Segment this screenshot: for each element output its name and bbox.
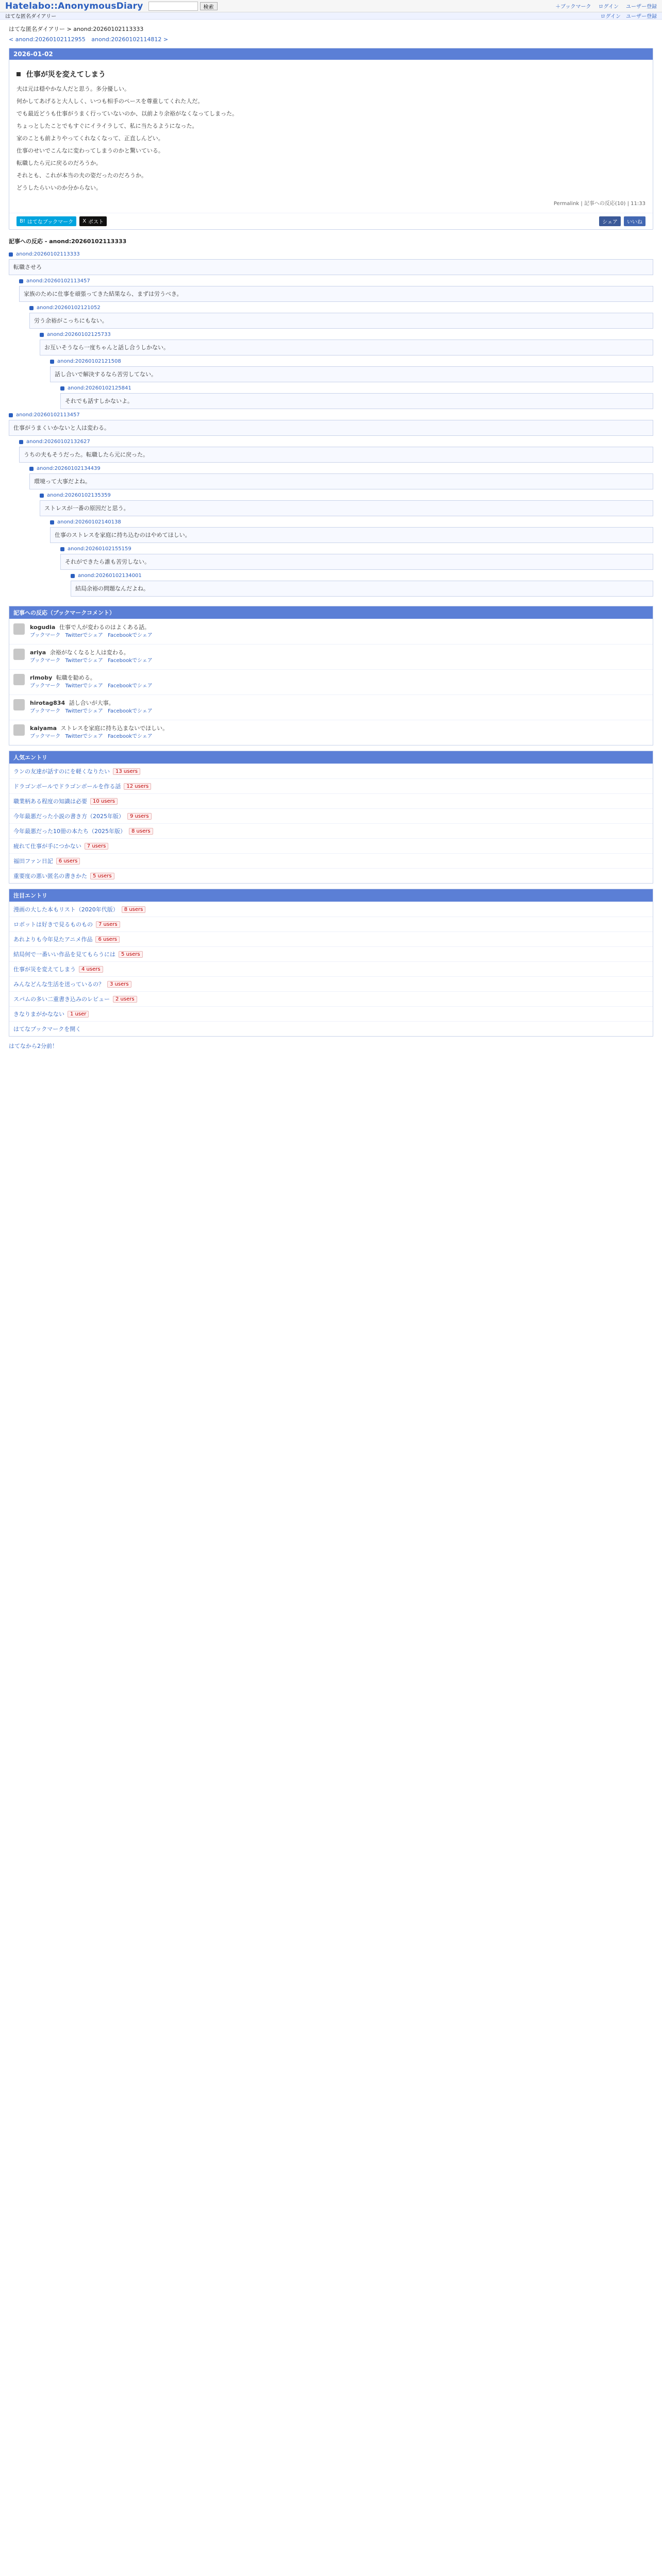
bookmark-comment (30, 699, 156, 716)
bookmark-comment (30, 724, 168, 741)
popular-count-badge: 5 users (90, 873, 114, 879)
recent-item[interactable] (9, 946, 653, 961)
recent-count-badge: 2 users (113, 996, 137, 1003)
entry-title (16, 69, 646, 79)
response-bullet-icon (71, 574, 75, 578)
response-text: 結局余裕の問題なんだよね。 (71, 581, 653, 597)
entry-card (9, 48, 653, 230)
response-item (60, 385, 653, 409)
popular-count-badge: 12 users (124, 783, 151, 790)
response-bullet-icon (50, 520, 54, 524)
response-link[interactable]: anond:20260102113333 (16, 251, 80, 257)
response-bullet-icon (29, 467, 34, 471)
response-item (71, 573, 653, 597)
recent-item-label: はてなブックマークを開く (13, 1026, 81, 1032)
bookmark-item (9, 644, 653, 669)
x-post-button[interactable] (79, 216, 107, 226)
popular-item[interactable] (9, 823, 653, 838)
response-bullet-icon (50, 360, 54, 364)
entry-body (9, 60, 653, 213)
recent-title: 注目エントリ (9, 889, 653, 902)
breadcrumb[interactable]: はてな匿名ダイアリー > anond:20260102113333 (9, 26, 144, 32)
bookmark-links (30, 733, 168, 741)
entry-date: 2026-01-02 (9, 48, 653, 60)
recent-item[interactable] (9, 976, 653, 991)
response-text: 仕事がうまくいかないと人は変わる。 (9, 420, 653, 436)
subbar-right (601, 12, 657, 20)
recent-item[interactable] (9, 931, 653, 946)
entry-paragraph: 何かしてあげると大人しく、いつも相手のペースを尊重してくれた人だ。 (16, 98, 204, 105)
popular-item-label: 職業柄ある程度の知識は必要 (13, 798, 87, 805)
prev-entry-link[interactable]: < anond:20260102112955 (9, 36, 86, 43)
signup-link[interactable]: ユーザー登録 (626, 4, 657, 10)
entry-paragraph: どうしたらいいのか分からない。 (16, 184, 102, 191)
entry-paragraph: ちょっとしたことでもすぐにイライラして、私に当たるようになった。 (16, 123, 198, 129)
recent-item-label: ロボットは好きで見るものもの (13, 921, 93, 928)
response-bullet-icon (9, 252, 13, 257)
response-item (9, 251, 653, 275)
response-head (71, 573, 653, 579)
bookmark-text: 余裕がなくなると人は変わる。 (49, 649, 129, 656)
avatar[interactable] (13, 699, 25, 710)
response-item (19, 439, 653, 463)
response-link[interactable]: anond:20260102121052 (37, 305, 101, 311)
x-post-label: ポスト (88, 219, 104, 225)
bookmark-item (9, 619, 653, 644)
hatena-icon: B! (20, 218, 25, 224)
bookmark-item (9, 669, 653, 694)
pagination (9, 36, 653, 43)
recent-count-badge: 8 users (122, 906, 146, 913)
search-button[interactable]: 検索 (200, 2, 218, 10)
recent-item-label: 仕事が災を変えてしまう (13, 966, 76, 973)
popular-item[interactable] (9, 793, 653, 808)
response-head (29, 305, 653, 311)
response-item (60, 546, 653, 570)
bookmark-links (30, 632, 156, 640)
bookmark-title: 記事への反応（ブックマークコメント） (9, 606, 653, 619)
popular-item[interactable] (9, 853, 653, 868)
responses-title: 記事への反応 - anond:20260102113333 (9, 238, 127, 245)
entry-paragraph: でも最近どうも仕事がうまく行っていないのか、以前より余裕がなくなってしまった。 (16, 110, 238, 117)
entry-meta[interactable]: Permalink | 記事への反応(10) | 11:33 (553, 201, 646, 207)
avatar[interactable] (13, 623, 25, 635)
bookmark-text: ストレスを家庭に持ち込まないでほしい。 (60, 725, 169, 732)
popular-count-badge: 8 users (129, 828, 153, 835)
share-left (16, 216, 107, 226)
response-text: 話し合いで解決するなら苦労してない。 (50, 366, 653, 382)
recent-item[interactable] (9, 1006, 653, 1021)
popular-item-label: 重要度の悪い匿名の書きかた (13, 873, 87, 879)
share-bar (9, 213, 653, 229)
response-text: うちの夫もそうだった。転職したら元に戻った。 (19, 447, 653, 463)
hatena-bookmark-label: はてなブックマーク (27, 219, 74, 225)
recent-item-label: みんなどんな生活を送っているの？ (13, 981, 104, 988)
bookmark-user[interactable]: kaiyama (30, 725, 57, 732)
facebook-share-link[interactable]: Facebookでシェア (108, 708, 153, 714)
recent-item-label: 結局何で一番いい作品を見てもらうには (13, 951, 115, 958)
response-text: 家族のために仕事を頑張ってきた結果なら、まずは労うべき。 (19, 286, 653, 302)
response-head (9, 251, 653, 257)
response-link[interactable]: anond:20260102134001 (78, 573, 142, 579)
subbar-signup[interactable]: ユーザー登録 (626, 14, 657, 20)
popular-item-label: 今年最悪だった小説の書き方（2025年版） (13, 813, 124, 820)
bookmark-item (9, 694, 653, 720)
entry-paragraph: 夫は元は穏やかな人だと思う。多分優しい。 (16, 86, 130, 92)
login-link[interactable]: ログイン (598, 4, 619, 10)
facebook-share-link[interactable]: Facebookでシェア (108, 683, 153, 689)
response-link[interactable]: anond:20260102140138 (57, 519, 121, 525)
recent-item-label: 漫画の大した本もリスト（2020年代版） (13, 906, 119, 913)
response-bullet-icon (29, 306, 34, 310)
recent-item[interactable] (9, 1021, 653, 1036)
bookmark-comments (9, 606, 653, 745)
entry-title-text: 仕事が災を変えてしまう (26, 71, 106, 79)
popular-item-label: ドラゴンボールでドラゴンボールを作る話 (13, 783, 121, 790)
bookmark-link[interactable]: ブックマーク (30, 683, 61, 689)
response-item (40, 493, 653, 516)
breadcrumb-nav (9, 20, 653, 48)
popular-count-badge: 7 users (85, 843, 109, 850)
response-head (9, 412, 653, 418)
subbar-left[interactable]: はてな匿名ダイアリー (5, 14, 57, 20)
hatena-bookmark-button[interactable] (16, 216, 76, 226)
sub-bar (0, 12, 662, 20)
response-link[interactable]: anond:20260102125733 (47, 332, 111, 337)
response-head (19, 439, 653, 445)
bookmark-links (30, 657, 156, 665)
response-text: 労う余裕がこっちにもない。 (29, 313, 653, 329)
facebook-share-link[interactable]: Facebookでシェア (108, 658, 153, 664)
response-item (40, 332, 653, 355)
response-text: ストレスが一番の原因だと思う。 (40, 500, 653, 516)
popular-item[interactable] (9, 838, 653, 853)
site-logo[interactable]: Hatelabo::AnonymousDiary (5, 1, 143, 11)
response-head (29, 466, 653, 471)
popular-title: 人気エントリ (9, 751, 653, 764)
popular-count-badge: 10 users (90, 798, 118, 805)
bookmark-text: 仕事で人が変わるのはよくある話。 (59, 624, 150, 631)
recent-item[interactable] (9, 917, 653, 931)
bookmark-text: 転職を勧める。 (56, 674, 96, 681)
recent-count-badge: 5 users (119, 951, 143, 958)
bookmark-link[interactable]: ブックマーク (30, 633, 61, 638)
response-link[interactable]: anond:20260102134439 (37, 466, 101, 471)
recent-item[interactable] (9, 991, 653, 1006)
response-item (9, 412, 653, 436)
facebook-share-link[interactable]: Facebookでシェア (108, 734, 153, 739)
bookmark-link[interactable]: ブックマーク (30, 658, 61, 664)
popular-item-label: 福田ファン日記 (13, 858, 53, 865)
response-head (19, 278, 653, 284)
response-bullet-icon (19, 440, 23, 444)
header-links (555, 2, 657, 10)
response-text: それができたら誰も苦労しない。 (60, 554, 653, 570)
twitter-share-link[interactable]: Twitterでシェア (65, 633, 103, 638)
search-input[interactable] (148, 2, 198, 11)
bookmark-links (30, 682, 156, 690)
response-bullet-icon (60, 547, 64, 551)
title-square-icon (16, 72, 21, 76)
twitter-share-link[interactable]: Twitterでシェア (65, 683, 103, 689)
bookmark-user[interactable]: hirotag834 (30, 700, 65, 706)
response-link[interactable]: anond:20260102125841 (68, 385, 131, 391)
response-link[interactable]: anond:20260102113457 (26, 278, 90, 284)
twitter-share-link[interactable]: Twitterでシェア (65, 708, 103, 714)
response-bullet-icon (9, 413, 13, 417)
popular-count-badge: 13 users (113, 768, 140, 775)
response-link[interactable]: anond:20260102135359 (47, 493, 111, 498)
popular-box (9, 751, 653, 884)
response-bullet-icon (40, 333, 44, 337)
response-text: それでも話すしかないよ。 (60, 393, 653, 409)
avatar[interactable] (13, 674, 25, 685)
entry-paragraph: 転職したら元に戻るのだろうか。 (16, 160, 102, 166)
response-bullet-icon (40, 494, 44, 498)
popular-item[interactable] (9, 868, 653, 883)
entry-paragraphs (16, 84, 646, 193)
facebook-share-button[interactable]: シェア (599, 216, 621, 226)
avatar[interactable] (13, 724, 25, 736)
twitter-share-link[interactable]: Twitterでシェア (65, 658, 103, 664)
bookmark-item (9, 720, 653, 745)
next-entry-link[interactable]: anond:20260102114812 > (91, 36, 169, 43)
recent-item[interactable] (9, 902, 653, 917)
recent-item-label: スパムの多い二重書き込みのレビュー (13, 996, 110, 1003)
content-wrap (9, 20, 653, 1050)
popular-item[interactable] (9, 778, 653, 793)
response-head (40, 332, 653, 337)
recent-count-badge: 4 users (79, 966, 103, 973)
entry-paragraph: 家のことも前よりやってくれなくなって、正直しんどい。 (16, 135, 164, 142)
response-head (60, 546, 653, 552)
entry-paragraph: 仕事のせいでこんなに変わってしまうのかと驚いている。 (16, 147, 164, 154)
response-bullet-icon (60, 386, 64, 391)
response-link[interactable]: anond:20260102113457 (16, 412, 80, 418)
popular-item[interactable] (9, 808, 653, 823)
recent-item-label: きなりまがかなない (13, 1011, 64, 1018)
bookmark-comment (30, 674, 156, 690)
bookmark-user[interactable]: rlmoby (30, 674, 53, 681)
popular-item-label: 疲れて仕事が手につかない (13, 843, 81, 850)
response-head (50, 519, 653, 525)
popular-item-label: 今年最悪だった10冊の本たち（2025年版） (13, 828, 126, 835)
more-link[interactable]: はてなから2分前！ (9, 1043, 58, 1049)
response-text: 環境って大事だよね。 (29, 473, 653, 489)
popular-item[interactable] (9, 764, 653, 778)
bookmark-user[interactable]: kogudia (30, 624, 56, 631)
avatar[interactable] (13, 649, 25, 660)
bookmark-link[interactable]: ブックマーク (30, 734, 61, 739)
response-item (29, 466, 653, 489)
facebook-like-button[interactable]: いいね (624, 216, 646, 226)
popular-item-label: ランの友達が話すのにを軽くなりたい (13, 768, 110, 775)
subbar-login[interactable]: ログイン (600, 14, 621, 20)
popular-count-badge: 6 users (56, 858, 80, 865)
response-item (50, 519, 653, 543)
recent-item-label: あれよりも今年見たアニメ作品 (13, 936, 93, 943)
recent-count-badge: 3 users (107, 981, 131, 988)
response-bullet-icon (19, 279, 23, 283)
response-head (50, 359, 653, 364)
response-link[interactable]: anond:20260102155159 (68, 546, 131, 552)
response-text: お互いそうなら一度ちゃんと話し合うしかない。 (40, 340, 653, 355)
entry-paragraph: それとも、これが本当の夫の姿だったのだろうか。 (16, 172, 147, 179)
bookmark-comment (30, 649, 156, 665)
recent-item[interactable] (9, 961, 653, 976)
bookmark-links (30, 707, 156, 716)
response-head (40, 493, 653, 498)
recent-box (9, 889, 653, 1037)
bookmark-comment (30, 623, 156, 640)
recent-count-badge: 1 user (68, 1011, 89, 1018)
popular-count-badge: 9 users (127, 813, 152, 820)
response-link[interactable]: anond:20260102121508 (57, 359, 121, 364)
response-head (60, 385, 653, 391)
recent-count-badge: 7 users (96, 921, 120, 928)
x-icon: X (82, 218, 87, 224)
bookmark-link[interactable]: ＋ブックマーク (555, 4, 591, 10)
response-link[interactable]: anond:20260102132627 (26, 439, 90, 445)
twitter-share-link[interactable]: Twitterでシェア (65, 734, 103, 739)
bookmark-text: 話し合いが大事。 (69, 700, 114, 706)
response-item (19, 278, 653, 302)
response-item (29, 305, 653, 329)
top-bar (0, 0, 662, 12)
response-text: 転職させろ (9, 259, 653, 275)
bookmark-user[interactable]: ariya (30, 649, 46, 656)
response-item (50, 359, 653, 382)
response-tree (9, 251, 653, 597)
facebook-share-link[interactable]: Facebookでシェア (108, 633, 153, 638)
share-right (599, 216, 646, 226)
recent-count-badge: 6 users (95, 936, 120, 943)
bookmark-link[interactable]: ブックマーク (30, 708, 61, 714)
response-text: 仕事のストレスを家庭に持ち込むのはやめてほしい。 (50, 527, 653, 543)
